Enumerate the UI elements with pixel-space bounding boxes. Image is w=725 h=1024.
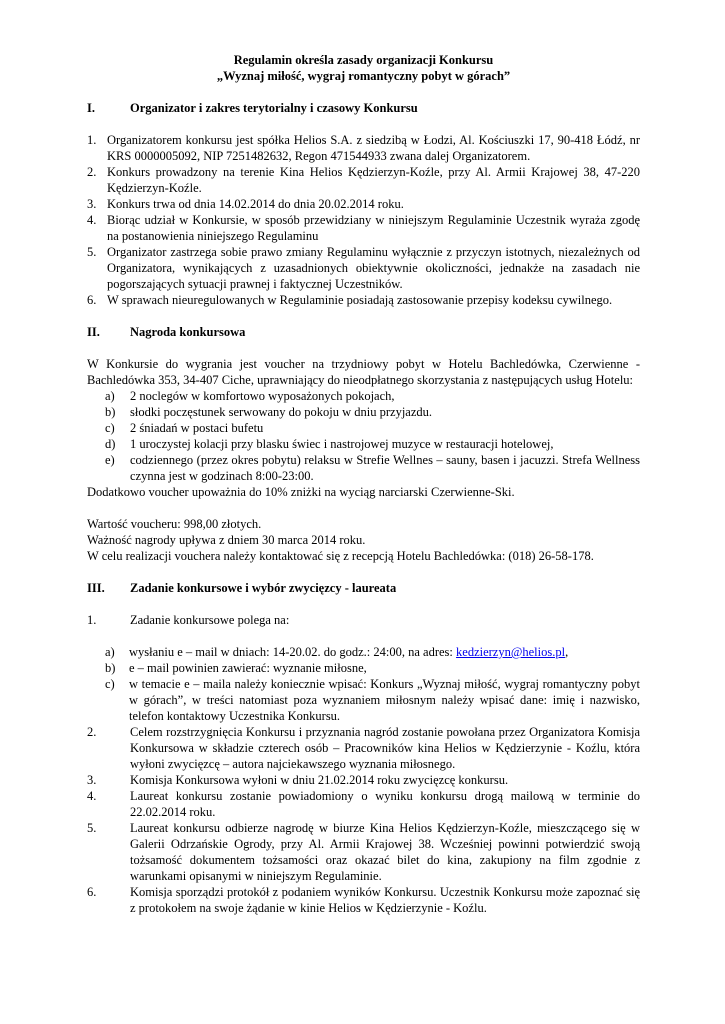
prize-value: Wartość voucheru: 998,00 złotych. bbox=[87, 517, 262, 531]
list-item: d) 1 uroczystej kolacji przy blasku świec i nastrojowej muzyce w restauracji hotelowej, bbox=[105, 437, 554, 451]
section-number: III. bbox=[87, 581, 105, 595]
list-item: b) słodki poczęstunek serwowany do pokoju w dniu przyjazdu. bbox=[105, 405, 433, 419]
title-line-1: Regulamin określa zasady organizacji Konkursu bbox=[233, 53, 494, 67]
list-item: 5. Organizator zastrzega sobie prawo zmiany Regulaminu wyłącznie z przyczyn istotnych, niezależnych od Organizatora, wynikających z uzasadnionych obiektywnie okoliczności, jednakże na zasadach nie pogorszających sytuacji prawnej i faktycznej Uczestników. bbox=[87, 245, 640, 291]
document-title bbox=[87, 52, 640, 84]
section-title: Nagroda konkursowa bbox=[130, 325, 246, 339]
document-page bbox=[87, 52, 640, 916]
prize-validity: Ważność nagrody upływa z dniem 30 marca 2014 roku. bbox=[87, 533, 366, 547]
list-item: 4. Biorąc udział w Konkursie, w sposób przewidziany w niniejszym Regulaminie Uczestnik wyraża zgodę na postanowienia niniejszego Regulaminu bbox=[87, 213, 640, 243]
section-title: Zadanie konkursowe i wybór zwycięzcy - laureata bbox=[130, 581, 397, 595]
prize-intro: W Konkursie do wygrania jest voucher na trzydniowy pobyt w Hotelu Bachledówka, Czerwienne - Bachledówka 353, 34-407 Ciche, uprawniający do nieodpłatnego skorzystania z następujących usług Hotelu: bbox=[87, 357, 640, 387]
list-item: b) e – mail powinien zawierać: wyznanie miłosne, bbox=[105, 661, 367, 675]
list-item: a) wysłaniu e – mail w dniach: 14-20.02. do godz.: 24:00, na adres: kedzierzyn@helios.pl, bbox=[105, 645, 569, 659]
section-3-heading bbox=[87, 580, 640, 596]
list-item: 6. Komisja sporządzi protokół z podaniem wyników Konkursu. Uczestnik Konkursu może zapoznać się z protokołem na swoje żądanie w kinie Helios w Kędzierzynie - Koźlu. bbox=[87, 885, 640, 915]
list-item: 3. Komisja Konkursowa wyłoni w dniu 21.02.2014 roku zwycięzcę konkursu. bbox=[87, 773, 509, 787]
section-2-heading bbox=[87, 324, 640, 340]
prize-extra: Dodatkowo voucher upoważnia do 10% zniżki na wyciąg narciarski Czerwienne-Ski. bbox=[87, 485, 515, 499]
section-1-heading bbox=[87, 100, 640, 116]
section-number: II. bbox=[87, 325, 100, 339]
list-item: 2. Celem rozstrzygnięcia Konkursu i przyznania nagród zostanie powołana przez Organizatora Komisja Konkursowa w składzie czterech osób – Pracowników kina Helios w Kędzierzynie - Koźlu, która wyłoni zwycięzcę – autora najciekawszego wyznania miłosnego. bbox=[87, 725, 640, 771]
list-item: 1. Zadanie konkursowe polega na: bbox=[87, 613, 290, 627]
prize-services-list bbox=[105, 388, 640, 484]
list-item: e) codziennego (przez okres pobytu) relaksu w Strefie Wellnes – sauny, basen i jacuzzi. Strefa Wellness czynna jest w godzinach 8:00-23:00. bbox=[105, 453, 640, 483]
list-item: 4. Laureat konkursu zostanie powiadomiony o wyniku konkursu drogą mailową w terminie do 22.02.2014 roku. bbox=[87, 789, 640, 819]
title-line-2: „Wyznaj miłość, wygraj romantyczny pobyt w górach” bbox=[216, 69, 511, 83]
section-title: Organizator i zakres terytorialny i czasowy Konkursu bbox=[130, 101, 418, 115]
email-link[interactable]: kedzierzyn@helios.pl bbox=[456, 645, 566, 659]
list-item: 1. Organizatorem konkursu jest spółka Helios S.A. z siedzibą w Łodzi, Al. Kościuszki 17, 90-418 Łódź, nr KRS 0000005092, NIP 7251482632, Regon 471544933 zwana dalej Organizatorem. bbox=[87, 133, 640, 163]
task-sublist bbox=[105, 644, 640, 724]
section-number: I. bbox=[87, 101, 95, 115]
list-item: 2. Konkurs prowadzony na terenie Kina Helios Kędzierzyn-Koźle, przy Al. Armii Krajowej 38, 47-220 Kędzierzyn-Koźle. bbox=[87, 165, 640, 195]
prize-contact: W celu realizacji vouchera należy kontaktować się z recepcją Hotelu Bachledówka: (018) 26-58-178. bbox=[87, 549, 594, 563]
list-item: a) 2 noclegów w komfortowo wyposażonych pokojach, bbox=[105, 389, 395, 403]
list-item: 3. Konkurs trwa od dnia 14.02.2014 do dnia 20.02.2014 roku. bbox=[87, 197, 404, 211]
list-item: c) 2 śniadań w postaci bufetu bbox=[105, 421, 264, 435]
list-item: 5. Laureat konkursu odbierze nagrodę w biurze Kina Helios Kędzierzyn-Koźle, mieszczącego się w Galerii Odrzańskie Ogrody, przy Al. Armii Krajowej 38. Wcześniej powinni potwierdzić swoją tożsamość dokumentem tożsamości oraz okazać bilet do kina, zakupiony na film zgodnie z warunkami opisanymi w niniejszym Regulaminie. bbox=[87, 821, 640, 883]
list-item: 6. W sprawach nieuregulowanych w Regulaminie posiadają zastosowanie przepisy kodeksu cywilnego. bbox=[87, 293, 613, 307]
section-1-list bbox=[87, 132, 640, 308]
list-item: c) w temacie e – maila należy koniecznie wpisać: Konkurs „Wyznaj miłość, wygraj romantyczny pobyt w górach”, w treści natomiast poza wyznaniem miłosnym należy wpisać dane: imię i nazwisko, telefon kontaktowy Uczestnika Konkursu. bbox=[105, 677, 640, 723]
